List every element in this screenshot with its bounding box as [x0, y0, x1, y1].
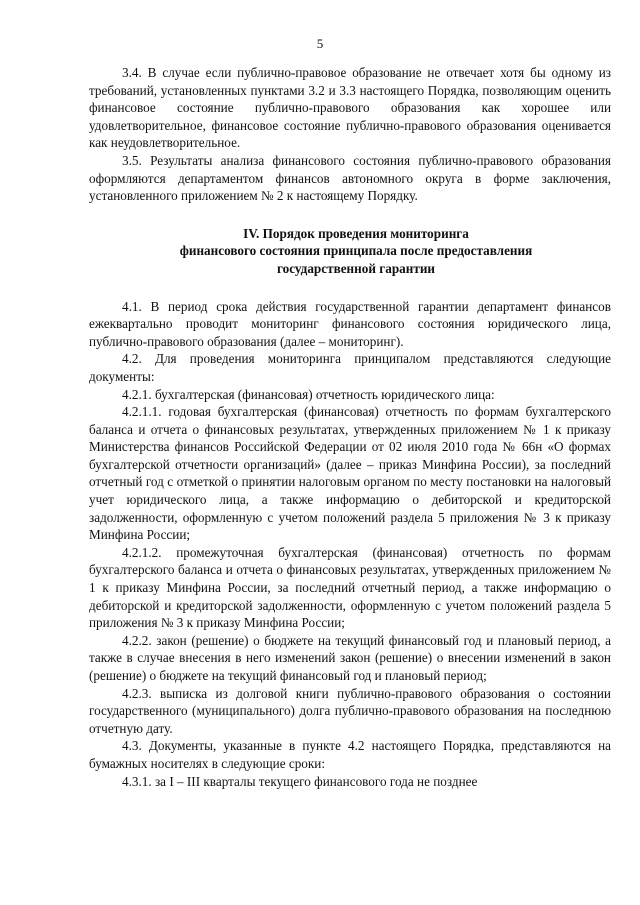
heading-line-1: IV. Порядок проведения мониторинга	[243, 225, 469, 241]
paragraph-4-3-1: 4.3.1. за I – III кварталы текущего финансового года не позднее	[122, 773, 478, 789]
heading-line-3: государственной гарантии	[276, 260, 436, 276]
paragraph-4-2-1-1: 4.2.1.1. годовая бухгалтерская (финансовая) отчетность по формам бухгалтерского баланса и отчета о финансовых результатах, утвержденных приложением № 1 к приказу Министерства финансов Российской Федерации от 02 июля 2010 года № 66н «О формах бухгалтерской отчетности организаций» (далее – приказ Минфина России), за последний отчетный год с отметкой о принятии налоговым органом по месту постановки на налоговый учет юридического лица, а также информацию о дебиторской и кредиторской задолженности, оформленную с учетом положений раздела 5 приложения № 3 к приказу Минфина России;	[89, 404, 611, 543]
paragraph-4-2-2: 4.2.2. закон (решение) о бюджете на текущий финансовый год и плановый период, а также в случае внесения в него изменений закон (решение) о внесении изменений в закон (решение) о бюджете на текущий финансовый год и плановый период;	[89, 632, 611, 683]
paragraph-4-2: 4.2. Для проведения мониторинга принципалом представляются следующие документы:	[89, 351, 611, 384]
paragraph-4-1: 4.1. В период срока действия государственной гарантии департамент финансов ежеквартально проводит мониторинг финансового состояния юридического лица, публично-правового образования (далее – мониторинг).	[89, 298, 611, 349]
paragraph-4-3: 4.3. Документы, указанные в пункте 4.2 настоящего Порядка, представляются на бумажных носителях в следующие сроки:	[89, 738, 611, 771]
section-heading	[89, 225, 611, 278]
paragraph-4-2-3: 4.2.3. выписка из долговой книги публично-правового образования о состоянии государственного (муниципального) долга публично-правового образования на последнюю отчетную дату.	[89, 685, 611, 736]
page-number: 5	[316, 36, 324, 51]
paragraph-4-2-1: 4.2.1. бухгалтерская (финансовая) отчетность юридического лица:	[122, 386, 495, 402]
paragraph-4-2-1-2: 4.2.1.2. промежуточная бухгалтерская (финансовая) отчетность по формам бухгалтерского баланса и отчета о финансовых результатах, утвержденных приложением № 1 к приказу Минфина России, за последний отчетный период, а также информацию о дебиторской и кредиторской задолженности, оформленную с учетом положений раздела 5 приложения № 3 к приказу Минфина России;	[89, 544, 611, 631]
paragraph-3-5: 3.5. Результаты анализа финансового состояния публично-правового образования оформляются департаментом финансов автономного округа в форме заключения, установленного приложением № 2 к настоящему Порядку.	[89, 152, 611, 204]
paragraph-3-4: 3.4. В случае если публично-правовое образование не отвечает хотя бы одному из требований, установленных пунктами 3.2 и 3.3 настоящего Порядка, позволяющим оценить финансовое состояние публично-правового образования как хорошее или удовлетворительное, финансовое состояние публично-правового образования оценивается как неудовлетворительное.	[89, 65, 611, 151]
document-body	[89, 64, 611, 790]
heading-line-2: финансового состояния принципала после предоставления	[179, 243, 533, 259]
